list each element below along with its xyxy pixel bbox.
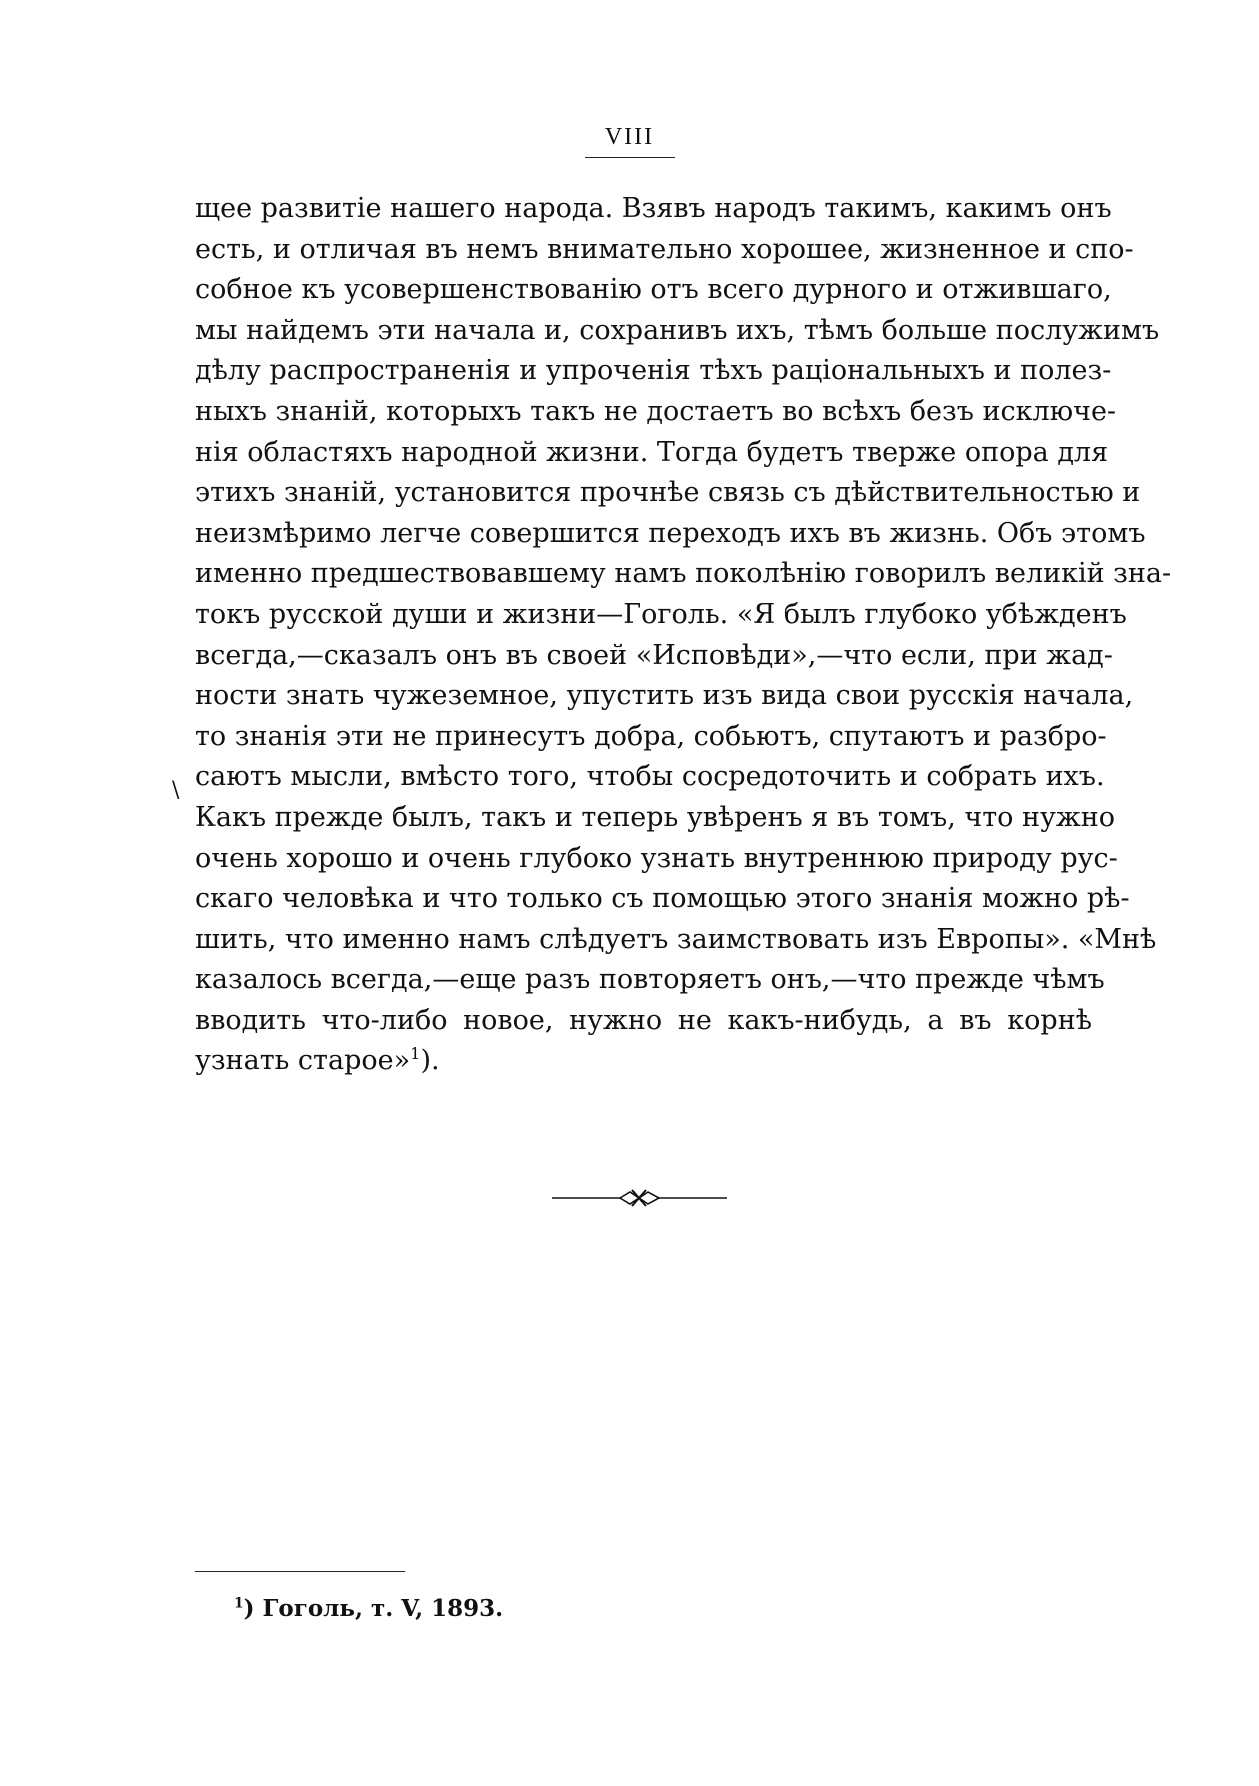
- text-line: токъ русской души и жизни—Гоголь. «Я былъ глубоко убѣжденъ: [195, 598, 1127, 630]
- footnote: [234, 1595, 503, 1622]
- text-line: собное къ усовершенствованію отъ всего дурного и отжившаго,: [195, 274, 1112, 306]
- text-line: Какъ прежде былъ, такъ и теперь увѣренъ я въ томъ, что нужно: [195, 801, 1115, 833]
- footnote-rule: [195, 1571, 405, 1572]
- text-line: ныхъ знаній, которыхъ такъ не достаетъ во всѣхъ безъ исключе-: [195, 395, 1117, 427]
- text-line: дѣлу распространенія и упроченія тѣхъ раціональныхъ и полез-: [195, 355, 1112, 387]
- footnote-text: Гоголь, т. V, 1893.: [254, 1595, 504, 1622]
- text-line: скаго человѣка и что только съ помощью этого знанія можно рѣ-: [195, 883, 1130, 915]
- margin-mark: \: [172, 778, 180, 803]
- footnote-marker: 1: [234, 1595, 244, 1612]
- text-line: саютъ мысли, вмѣсто того, чтобы сосредоточить и собрать ихъ.: [195, 761, 1105, 793]
- text-line: нія областяхъ народной жизни. Тогда будетъ тверже опора для: [195, 436, 1109, 468]
- page-number-rule: [585, 157, 675, 158]
- text-line: то знанія эти не принесутъ добра, собьютъ, спутаютъ и разбро-: [195, 720, 1107, 752]
- last-line-text: узнать старое»: [195, 1045, 411, 1077]
- text-line: неизмѣримо легче совершится переходъ ихъ въ жизнь. Объ этомъ: [195, 517, 1146, 549]
- body-text: [195, 189, 1172, 1082]
- last-line-suffix: ).: [420, 1045, 440, 1077]
- footnote-reference: 1: [410, 1044, 421, 1064]
- text-line: казалось всегда,—еще разъ повторяетъ онъ,—что прежде чѣмъ: [195, 964, 1105, 996]
- text-line: есть, и отличая въ немъ внимательно хорошее, жизненное и спо-: [195, 233, 1134, 265]
- text-line: очень хорошо и очень глубоко узнать внутреннюю природу рус-: [195, 842, 1118, 874]
- page-number: VIII: [604, 124, 655, 150]
- text-line: ности знать чужеземное, упустить изъ вида свои русскія начала,: [195, 680, 1134, 712]
- text-line: мы найдемъ эти начала и, сохранивъ ихъ, тѣмъ больше послужимъ: [195, 314, 1160, 346]
- text-line: щее развитіе нашего народа. Взявъ народъ такимъ, какимъ онъ: [195, 193, 1112, 224]
- text-line: шить, что именно намъ слѣдуетъ заимствовать изъ Европы». «Мнѣ: [195, 923, 1157, 955]
- text-line: этихъ знаній, установится прочнѣе связь съ дѣйствительностью и: [195, 477, 1141, 509]
- section-end-ornament: [552, 1186, 727, 1210]
- text-line: вводить что-либо новое, нужно не какъ-нибудь, а въ корнѣ: [195, 1004, 1092, 1036]
- text-line-last: [195, 1041, 1092, 1082]
- footnote-marker-suffix: ): [243, 1595, 255, 1622]
- text-line: именно предшествовавшему намъ поколѣнію говорилъ великій зна-: [195, 558, 1172, 590]
- text-line: всегда,—сказалъ онъ въ своей «Исповѣди»,—что если, при жад-: [195, 639, 1113, 671]
